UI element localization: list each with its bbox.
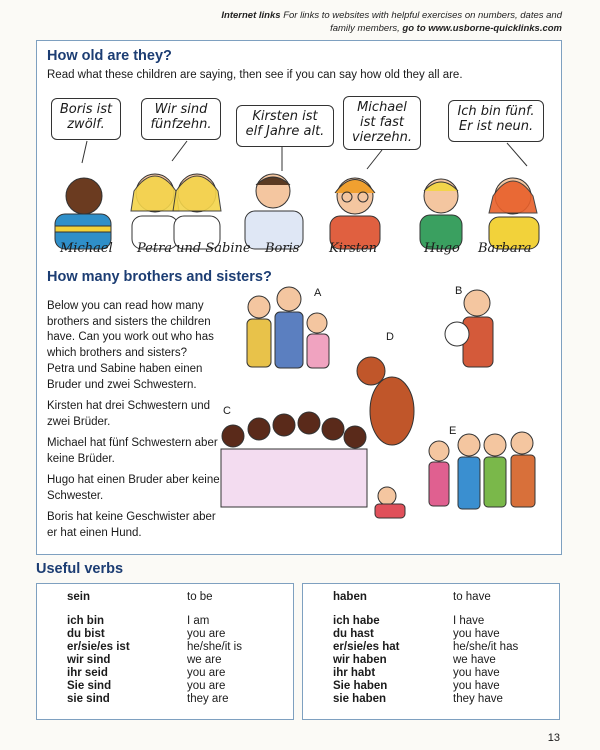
table-row — [67, 654, 287, 667]
translation: you have — [453, 680, 500, 692]
bubble-line: ist fast — [359, 114, 405, 130]
conjugation: wir sind — [67, 654, 111, 666]
table-row — [333, 628, 553, 641]
child-name: Kirsten — [329, 241, 378, 256]
bubble-line: Kirsten ist — [252, 109, 318, 124]
translation: I have — [453, 615, 485, 627]
families-illustration — [37, 41, 561, 561]
verb-translation: to be — [187, 591, 213, 603]
translation: you have — [453, 628, 500, 640]
section-title-siblings: How many brothers and sisters? — [47, 269, 272, 285]
translation: he/she/it has — [453, 641, 519, 653]
internet-links-note — [202, 10, 562, 36]
child-name: Michael — [60, 241, 113, 256]
child-name: Petra und Sabine — [137, 241, 251, 256]
bubble-line: Er ist neun. — [458, 118, 534, 134]
section-title-ages: How old are they? — [47, 48, 172, 64]
bubble-line: fünfzehn. — [150, 116, 212, 132]
conjugation: du bist — [67, 628, 105, 640]
group-label-c: C — [223, 405, 231, 417]
verb-table-sein — [36, 583, 294, 720]
verb-table-head — [67, 591, 287, 604]
table-row — [67, 641, 287, 654]
conjugation: du hast — [333, 628, 374, 640]
verb-table-head — [333, 591, 553, 604]
verb-table-haben — [302, 583, 560, 720]
conjugation: sie sind — [67, 693, 110, 705]
conjugation: ich habe — [333, 615, 380, 627]
group-label-d: D — [386, 331, 394, 343]
conjugation: ich bin — [67, 615, 105, 627]
conjugation: Sie sind — [67, 680, 112, 692]
bubble-line: Michael — [357, 100, 407, 115]
conjugation: ihr habt — [333, 667, 376, 679]
siblings-clue: Michael hat fünf Schwestern aber keine Brüder. — [47, 437, 218, 465]
verb-infinitive: haben — [333, 591, 367, 603]
internet-links-text: For links to websites with helpful exercises on numbers, dates and family members, — [283, 10, 562, 34]
table-row — [67, 628, 287, 641]
translation: we are — [187, 654, 222, 666]
child-name: Barbara — [478, 241, 532, 256]
table-row — [333, 654, 553, 667]
group-label-a: A — [314, 287, 322, 299]
siblings-clue: Petra und Sabine haben einen Bruder und zwei Schwestern. — [47, 363, 203, 391]
translation: you are — [187, 680, 226, 692]
siblings-clue: Kirsten hat drei Schwestern und zwei Brüder. — [47, 400, 211, 428]
translation: he/she/it is — [187, 641, 242, 653]
translation: we have — [453, 654, 496, 666]
quicklinks-link[interactable]: go to www.usborne-quicklinks.com — [402, 22, 562, 34]
conjugation: er/sie/es hat — [333, 641, 400, 653]
table-row — [333, 641, 553, 654]
siblings-clue: Hugo hat einen Bruder aber keine Schwester. — [47, 474, 220, 502]
verb-translation: to have — [453, 591, 491, 603]
siblings-clue: Boris hat keine Geschwister aber er hat einen Hund. — [47, 511, 216, 539]
translation: they have — [453, 693, 503, 705]
conjugation: Sie haben — [333, 680, 388, 692]
conjugation: sie haben — [333, 693, 387, 705]
verb-infinitive: sein — [67, 591, 91, 603]
table-row — [67, 615, 287, 628]
child-name: Hugo — [424, 241, 460, 256]
group-label-b: B — [455, 285, 463, 297]
translation: you are — [187, 667, 226, 679]
translation: you have — [453, 667, 500, 679]
bubble-line: vierzehn. — [351, 129, 413, 145]
translation: they are — [187, 693, 229, 705]
translation: you are — [187, 628, 226, 640]
internet-links-label: Internet links — [221, 10, 281, 21]
bubble-line: Boris ist — [59, 102, 113, 117]
table-row — [67, 667, 287, 680]
conjugation: wir haben — [333, 654, 387, 666]
main-frame — [36, 40, 562, 555]
table-row — [67, 693, 287, 706]
useful-verbs-title: Useful verbs — [36, 561, 124, 577]
conjugation: er/sie/es ist — [67, 641, 130, 653]
child-name: Boris — [265, 241, 300, 256]
bubble-line: elf Jahre alt. — [245, 123, 325, 139]
conjugation: ihr seid — [67, 667, 108, 679]
bubble-line: Ich bin fünf. — [457, 104, 535, 119]
table-row — [333, 693, 553, 706]
bubble-line: Wir sind — [154, 102, 208, 117]
page-number: 13 — [547, 732, 560, 744]
bubble-line: zwölf. — [67, 116, 105, 132]
ages-intro: Read what these children are saying, then see if you can say how old they all are. — [47, 69, 463, 81]
table-row — [333, 680, 553, 693]
translation: I am — [187, 615, 210, 627]
siblings-intro: Below you can read how many brothers and sisters the children have. Can you work out who has which brothers and sisters? — [47, 300, 214, 359]
table-row — [333, 667, 553, 680]
table-row — [67, 680, 287, 693]
group-label-e: E — [449, 425, 457, 437]
table-row — [333, 615, 553, 628]
